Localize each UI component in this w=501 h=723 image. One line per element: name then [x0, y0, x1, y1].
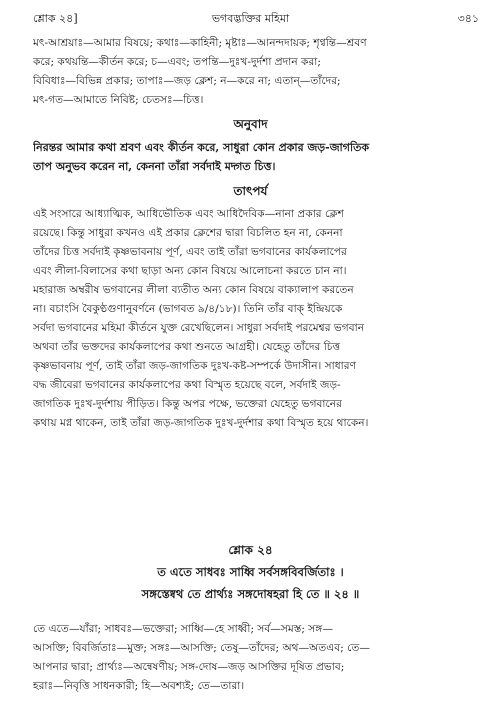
page-number: ৩৪১: [457, 12, 479, 25]
purport-line: এই সংসারে আধ্যাত্মিক, আধিভৌতিক এবং আধিদৈবিক—নানা প্রকার ক্লেশ: [33, 208, 344, 220]
purport-line: সর্বদা ভগবানের মহিমা কীর্তনে যুক্ত রেখেছিলেন। সাধুরা সর্বদাই পরমেশ্বর ভগবান: [33, 322, 365, 334]
purport-line: অথবা তাঁর ভক্তদের কার্যকলাপের কথা শুনতে আগ্রহী। যেহেতু তাঁদের চিত্ত: [33, 341, 341, 353]
synonym-line: করে; কথয়ন্তি—কীর্তন করে; চ—এবং; তপন্তি—দুঃখ-দুর্দশা প্রদান করা;: [33, 56, 321, 68]
translation-line: নিরন্তর আমার কথা শ্রবণ এবং কীর্তন করে, সাধুরা কোন প্রকার জড়-জাগতিক: [33, 141, 370, 154]
synonym-line: হরাঃ—নিবৃত্তি সাধনকারী; হি—অবশ্যই; তে—তারা।: [33, 680, 245, 692]
purport-text: [33, 205, 479, 433]
purport-line: কৃষ্ণভাবনায় পূর্ণ, তাই তাঁরা জড়-জাগতিক দুঃখ-কষ্ট-সম্পর্কে উদাসীন। সাধারণ: [33, 360, 356, 372]
translation-text: [33, 138, 479, 176]
translation-line: তাপ অনুভব করেন না, কেননা তাঁরা সর্বদাই মদ্গত চিত্ত।: [33, 160, 276, 173]
synonym-line: তে এতে—যাঁরা; সাধবঃ—ভক্তেরা; সাধ্বি—হে সাধ্বী; সর্ব—সমস্ত; সঙ্গ—: [33, 623, 333, 635]
purport-line: মহারাজ অম্বরীষ ভগবানের লীলা ব্যতীত অন্য কোন বিষয়ে বাক্যালাপ করতেন: [33, 284, 354, 296]
purport-line: কথায় মগ্ন থাকেন, তাই তাঁরা জড়-জাগতিক দুঃখ-দুর্দশার কথা বিস্মৃত হয়ে থাকেন।: [33, 417, 369, 429]
running-header-verse-ref: শ্লোক ২৪]: [33, 12, 78, 25]
verse-heading: শ্লোক ২৪: [228, 543, 273, 557]
synonym-line: বিবিধাঃ—বিভিন্ন প্রকার; তাপাঃ—জড় ক্লেশ; ন—করে না; এতান্—তাঁদের;: [33, 75, 341, 87]
verse-line: সঙ্গস্তেষ্বথ তে প্রার্থ্যঃ সঙ্গদোষহরা হি তে ॥ ২৪ ॥: [141, 587, 360, 601]
synonyms-bottom: [33, 620, 479, 696]
synonym-line: আসক্তি; বিবর্জিতাঃ—মুক্ত; সঙ্গঃ—আসক্তি; তেষু—তাঁদের; অথ—অতএব; তে—: [33, 642, 370, 654]
purport-line: বদ্ধ জীবেরা ভগবানের কার্যকলাপের কথা বিস্মৃত হয়েছে বলে, সর্বদাই জড়-: [33, 379, 341, 391]
purport-line: জাগতিক দুঃখ-দুর্দশায় পীড়িত। কিন্তু অপর পক্ষে, ভক্তেরা যেহেতু ভগবানের: [33, 398, 342, 410]
purport-heading: তাৎপর্য: [233, 184, 268, 198]
synonyms-top: [33, 34, 479, 110]
translation-heading: অনুবাদ: [233, 117, 268, 131]
purport-line: তাঁদের চিত্ত সর্বদাই কৃষ্ণভাবনায় পূর্ণ, এবং তাই তাঁরা ভগবানের কার্যকলাপের: [33, 246, 347, 258]
purport-line: না। বচাংসি বৈকুণ্ঠগুণানুবর্ণনে (ভাগবত ৯/৪/১৮)। তিনি তাঁর বাক্ ইন্দ্রিয়কে: [33, 303, 343, 315]
purport-line: রয়েছে। কিন্তু সাধুরা কখনও এই প্রকার ক্লেশের দ্বারা বিচলিত হন না, কেননা: [33, 227, 343, 239]
running-header-title: ভগবদ্ভক্তির মহিমা: [211, 12, 290, 25]
synonym-line: আপনার দ্বারা; প্রার্থ্যঃ—অন্বেষণীয়; সঙ্গ-দোষ—জড় আসক্তির দূষিত প্রভাব;: [33, 661, 345, 673]
verse-line: ত এতে সাধবঃ সাধ্বি সর্বসঙ্গবিবর্জিতাঃ ।: [157, 565, 344, 579]
synonym-line: মৎ-আশ্রয়াঃ—আমার বিষয়ে; কথাঃ—কাহিনী; মৃষ্টাঃ—আনন্দদায়ক; শৃণ্বন্তি—শ্রবণ: [33, 37, 367, 49]
synonym-line: মৎ-গত—আমাতে নিবিষ্ট; চেতসঃ—চিত্ত।: [33, 94, 204, 106]
purport-line: এবং লীলা-বিলাসের কথা ছাড়া অন্য কোন বিষয়ে আলোচনা করতে চান না।: [33, 265, 347, 277]
